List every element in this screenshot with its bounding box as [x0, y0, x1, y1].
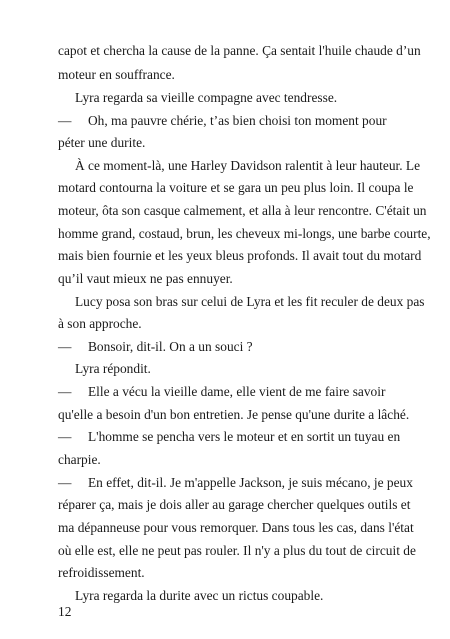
dialogue-line: [58, 113, 392, 129]
page-number: 12: [58, 604, 72, 619]
dialogue-line: [58, 429, 401, 445]
text-line: qu’il vaut mieux ne pas ennuyer.: [58, 271, 233, 286]
text-line: En effet, dit-il. Je m'appelle Jackson, je suis mécano, je peux: [88, 475, 413, 490]
text-line: charpie.: [58, 452, 101, 467]
text-line: ma dépanneuse pour vous remorquer. Dans tous les cas, dans l'état: [58, 520, 414, 535]
text-line: Elle a vécu la vieille dame, elle vient de me faire savoir: [88, 384, 386, 399]
dialogue-dash: —: [58, 113, 72, 128]
dialogue-line: [58, 475, 413, 491]
text-line: péter une durite.: [58, 135, 146, 150]
text-line: Lucy posa son bras sur celui de Lyra et les fit reculer de deux pas: [75, 294, 425, 309]
text-line: qu'elle a besoin d'un bon entretien. Je pense qu'une durite a lâché.: [58, 407, 410, 422]
text-line: Lyra regarda sa vieille compagne avec tendresse.: [75, 90, 338, 105]
text-line: Lyra regarda la durite avec un rictus coupable.: [75, 588, 324, 603]
text-line: L'homme se pencha vers le moteur et en sortit un tuyau en: [88, 429, 401, 444]
text-line: À ce moment-là, une Harley Davidson ralentit à leur hauteur. Le: [75, 158, 421, 173]
text-line: Oh, ma pauvre chérie, t’as bien choisi ton moment pour: [88, 113, 387, 128]
dialogue-line: [58, 384, 392, 400]
text-line: Bonsoir, dit-il. On a un souci ?: [88, 339, 253, 354]
text-line: Lyra répondit.: [75, 361, 151, 376]
dialogue-dash: —: [58, 384, 72, 399]
text-line: refroidissement.: [58, 565, 145, 580]
dialogue-line: [58, 339, 392, 355]
text-line: mais bien fournie et les yeux bleus profonds. Il avait tout du motard: [58, 248, 422, 263]
text-line: où elle est, elle ne peut pas rouler. Il n'y a plus du tout de circuit de: [58, 543, 416, 558]
text-line: motard contourna la voiture et se gara un peu plus loin. Il coupa le: [58, 180, 414, 195]
dialogue-dash: —: [58, 429, 72, 444]
text-line: réparer ça, mais je dois aller au garage chercher quelques outils et: [58, 497, 411, 512]
text-line: capot et chercha la cause de la panne. Ça sentait l'huile chaude d’un: [58, 43, 421, 58]
dialogue-dash: —: [58, 339, 72, 354]
text-line: à son approche.: [58, 316, 142, 331]
text-line: homme grand, costaud, brun, les cheveux mi-longs, une barbe courte,: [58, 226, 431, 241]
dialogue-dash: —: [58, 475, 72, 490]
text-line: moteur, ôta son casque calmement, et alla à leur rencontre. C'était un: [58, 203, 427, 218]
text-line: moteur en souffrance.: [58, 67, 175, 82]
